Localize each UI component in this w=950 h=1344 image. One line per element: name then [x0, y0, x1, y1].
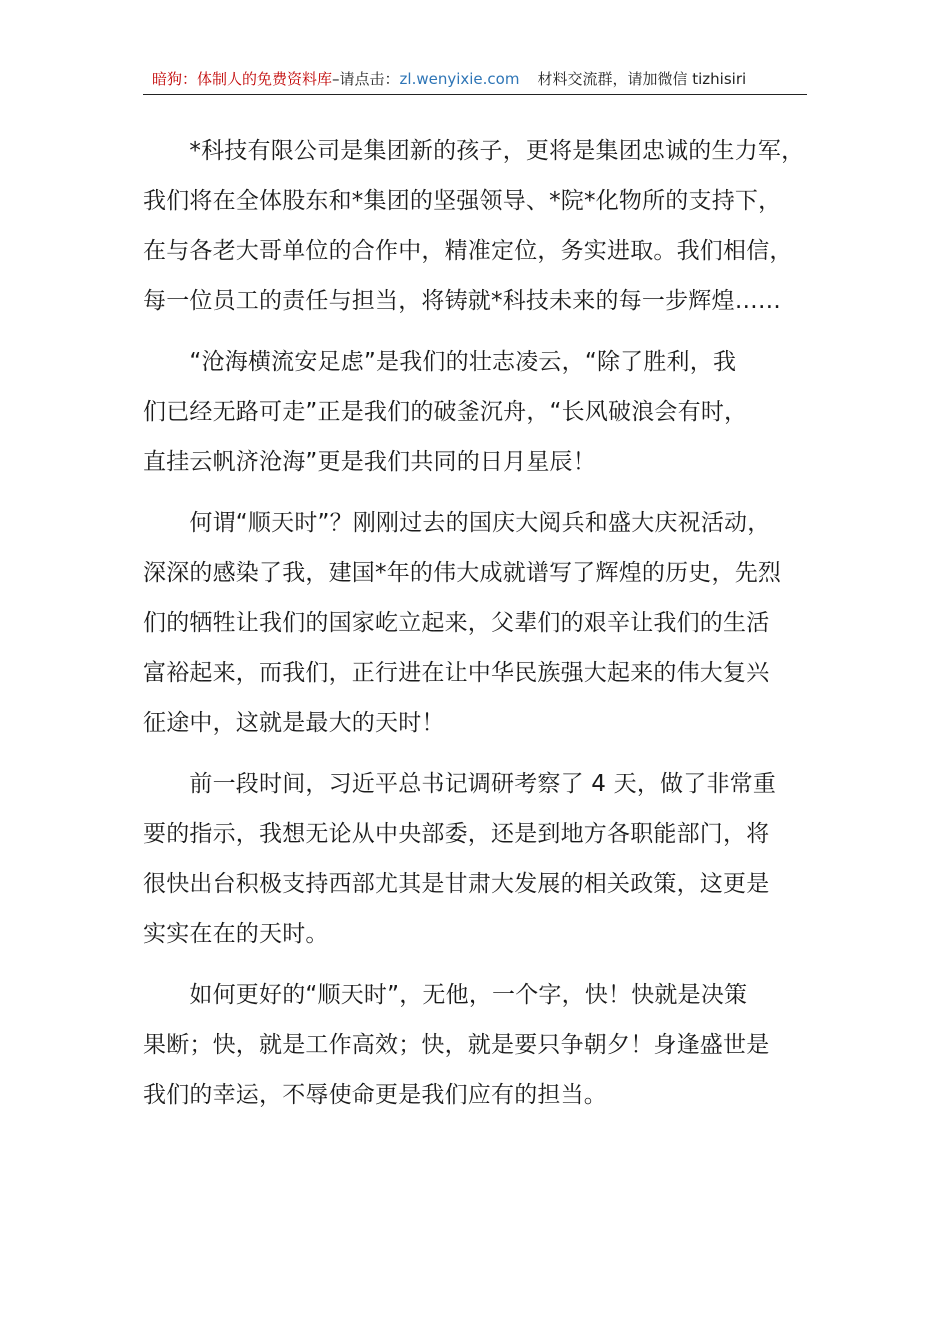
text-line: *科技有限公司是集团新的孩子，更将是集团忠诚的生力军， [143, 138, 805, 164]
text-line: 前一段时间，习近平总书记调研考察了 4 天，做了非常重 [143, 771, 777, 797]
paragraph-4 [143, 759, 815, 959]
text-line: 果断；快，就是工作高效；快，就是要只争朝夕！身逢盛世是 [143, 1032, 770, 1058]
text-line: 直挂云帆济沧海”更是我们共同的日月星辰！ [143, 449, 596, 475]
header-site-name: 暗狗：体制人的免费资料库 [152, 70, 333, 88]
text-line: 我们将在全体股东和*集团的坚强领导、*院*化物所的支持下， [143, 188, 782, 214]
text-line: 何谓“顺天时”？刚刚过去的国庆大阅兵和盛大庆祝活动， [143, 510, 771, 536]
paragraph-1 [143, 126, 815, 326]
header-site-link[interactable]: zl.wenyixie.com [399, 70, 520, 88]
text-line: “沧海横流安足虑”是我们的壮志凌云，“除了胜利，我 [143, 349, 737, 375]
text-line: 如何更好的“顺天时”，无他，一个字，快！快就是决策 [143, 982, 748, 1008]
text-line: 每一位员工的责任与担当，将铸就*科技未来的每一步辉煌…… [143, 288, 782, 314]
text-line: 们已经无路可走”正是我们的破釜沉舟，“长风破浪会有时， [143, 399, 748, 425]
text-line: 富裕起来，而我们，正行进在让中华民族强大起来的伟大复兴 [143, 660, 770, 686]
text-line: 深深的感染了我，建国*年的伟大成就谱写了辉煌的历史，先烈 [143, 560, 782, 586]
text-line: 实实在在的天时。 [143, 921, 329, 947]
text-line: 们的牺牲让我们的国家屹立起来，父辈们的艰辛让我们的生活 [143, 610, 770, 636]
text-line: 我们的幸运，不辱使命更是我们应有的担当。 [143, 1082, 607, 1108]
header-contact: 材料交流群，请加微信 tizhisiri [537, 70, 747, 88]
text-line: 征途中，这就是最大的天时！ [143, 710, 445, 736]
page-header [143, 68, 807, 95]
text-line: 很快出台积极支持西部尤其是甘肃大发展的相关政策，这更是 [143, 871, 770, 897]
text-line: 在与各老大哥单位的合作中，精准定位，务实进取。我们相信， [143, 238, 793, 264]
paragraph-2 [143, 337, 815, 487]
paragraph-5 [143, 970, 815, 1120]
text-line: 要的指示，我想无论从中央部委，还是到地方各职能部门，将 [143, 821, 770, 847]
paragraph-3 [143, 498, 815, 748]
header-prompt: –请点击： [332, 70, 400, 88]
document-body [143, 126, 815, 1131]
